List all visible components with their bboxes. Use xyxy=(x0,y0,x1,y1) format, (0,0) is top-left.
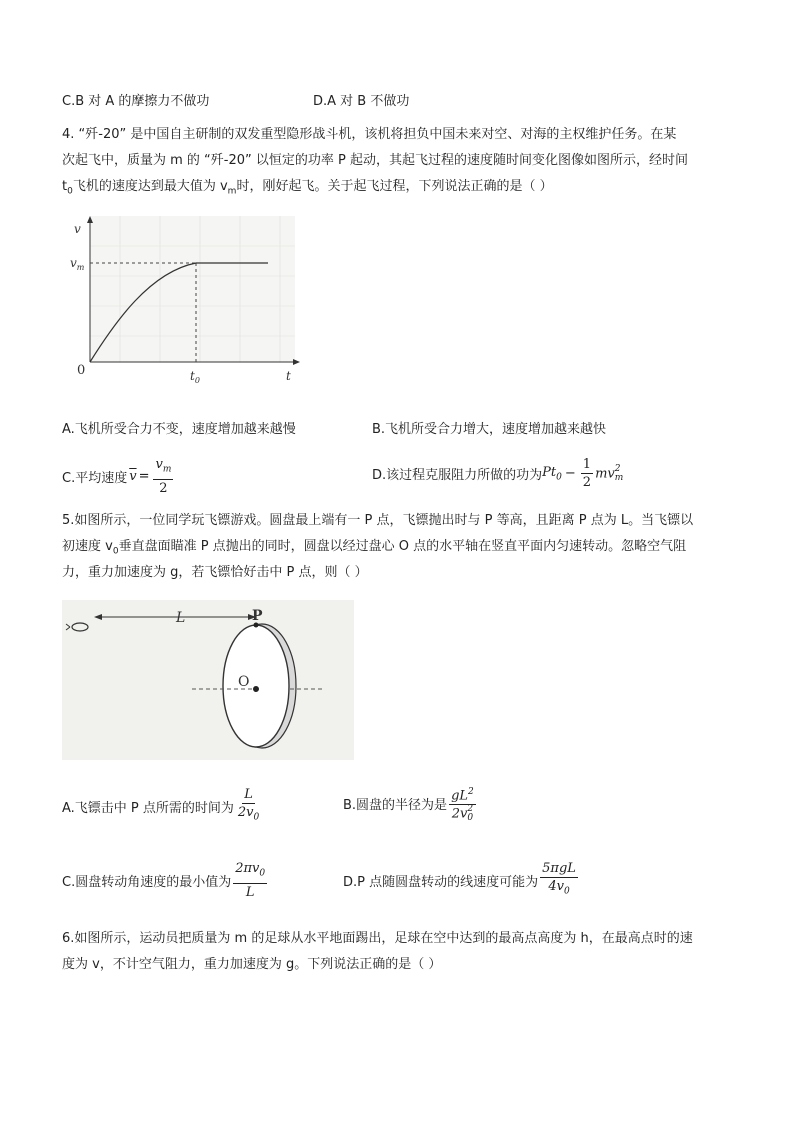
q6-line1: 6.如图所示，运动员把质量为 m 的足球从水平地面踢出，足球在空中达到的最高点高度为 h，在最高点时的速 xyxy=(62,931,693,946)
q5-line2: 初速度 $v_0$垂直盘面瞄准 P 点抛出的同时，圆盘以经过盘心 O 点的水平轴在竖直平面内匀速转动。忽略空气阻 xyxy=(62,539,687,557)
q5-line3: 力，重力加速度为 g，若飞镖恰好击中 P 点，则（ ） xyxy=(62,565,368,580)
option-c-prev: C.B 对 A 的摩擦力不做功 xyxy=(62,94,210,109)
radius-fraction: $gL^2$ 2v 2 0 xyxy=(449,784,476,823)
label-O: O xyxy=(238,674,250,690)
q4-line1: 4. “歼-20” 是中国自主研制的双发重型隐形战斗机，该机将担负中国未来对空、对海的主权维护任务。在某 xyxy=(62,127,677,142)
q5-option-a: A.飞镖击中 P 点所需的时间为 $\frac{L}{2v_0}$ xyxy=(62,786,263,827)
q4-option-a: A.飞机所受合力不变，速度增加越来越慢 xyxy=(62,422,296,437)
q4-line2: 次起飞中，质量为 m 的 “歼-20” 以恒定的功率 P 起动，其起飞过程的速度随时间变化图像如图所示，经时间 xyxy=(62,153,689,168)
q4-option-c: C.平均速度 $\overline{v}$ = $\frac{v_m}{2}$ xyxy=(62,457,172,496)
vm-tick-label: $v_m$ xyxy=(70,256,85,272)
q4-option-d: D.该过程克服阻力所做的功为 $Pt_0$ − $\frac{1}{2}$ mv 2 m xyxy=(372,457,624,490)
q5-option-b: B.圆盘的半径为是 $gL^2$ 2v 2 0 xyxy=(343,784,478,823)
x-axis-label: t xyxy=(286,369,291,383)
omega-fraction: $\frac{2\pi v_0}{L}$ xyxy=(235,861,266,900)
avg-speed-fraction: $\frac{v_m}{2}$ xyxy=(155,457,172,496)
y-axis-label: v xyxy=(74,222,81,236)
label-L: L xyxy=(176,610,186,626)
figure-background xyxy=(62,600,354,760)
q4-option-b: B.飞机所受合力增大，速度增加越来越快 xyxy=(372,422,607,437)
q5-dart-figure xyxy=(62,600,354,760)
q5-line1: 5.如图所示，一位同学玩飞镖游戏。圆盘最上端有一 P 点，飞镖抛出时与 P 等高，且距离 P 点为 L。当飞镖以 xyxy=(62,513,694,528)
q5-option-c: C.圆盘转动角速度的最小值为 $\frac{2\pi v_0}{L}$ xyxy=(62,861,266,900)
half-fraction: $\frac{1}{2}$ xyxy=(582,457,592,490)
vt-graph-svg xyxy=(60,212,310,397)
label-P: P xyxy=(252,608,263,624)
time-fraction: $\frac{L}{2v_0}$ xyxy=(237,787,260,823)
linear-speed-fraction: $\frac{\text{5πgL}}{4v_0}$ xyxy=(542,861,576,897)
q4-line3: $t_0$飞机的速度达到最大值为 $v_m$时，刚好起飞。关于起飞过程，下列说法正确的是（ ） xyxy=(62,179,553,197)
option-d-prev: D.A 对 B 不做功 xyxy=(313,94,410,109)
q4-vt-graph xyxy=(60,212,310,397)
dart-figure-svg xyxy=(62,600,354,760)
graph-background xyxy=(90,216,295,362)
origin-label: 0 xyxy=(77,363,86,378)
center-point-O xyxy=(253,686,259,692)
q5-option-d: D.P 点随圆盘转动的线速度可能为 $\frac{\text{5πgL}}{4v_0}$ xyxy=(343,860,580,901)
x-axis-arrow-icon xyxy=(293,359,300,365)
t0-tick-label: $t_0$ xyxy=(190,369,200,385)
q6-line2: 度为 v，不计空气阻力，重力加速度为 g。下列说法正确的是（ ） xyxy=(62,957,442,972)
